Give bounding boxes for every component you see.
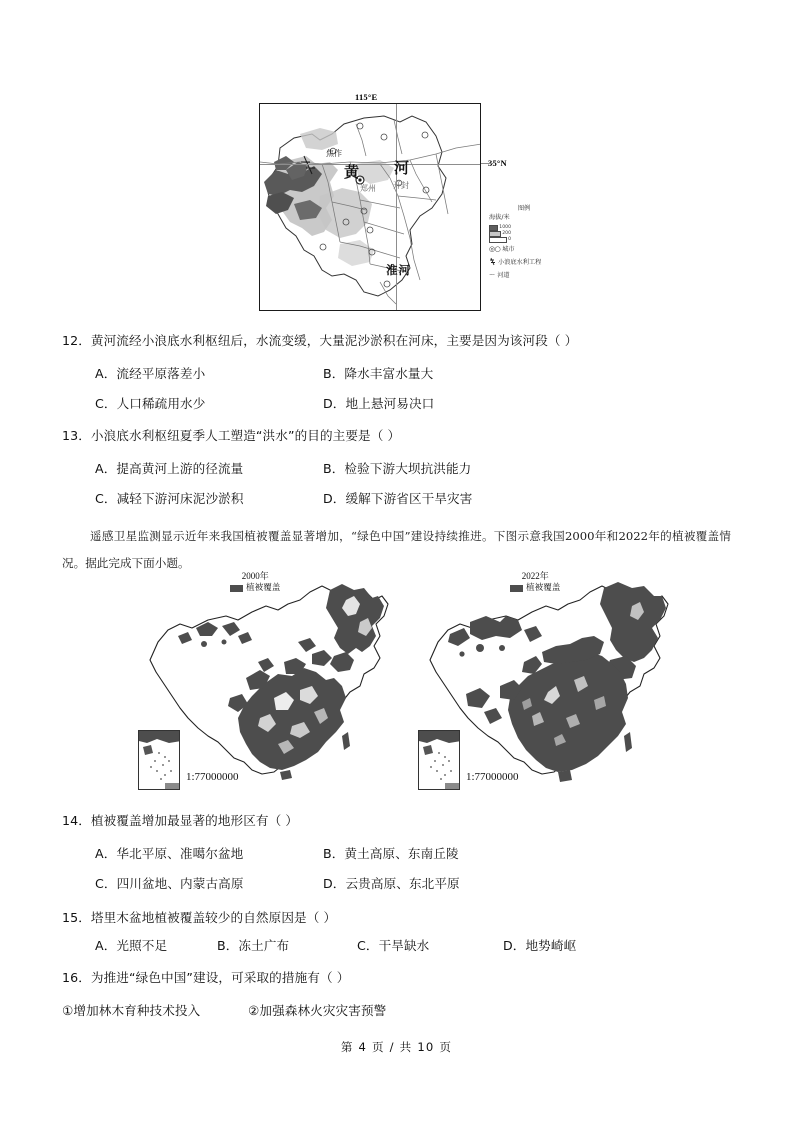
china-map-2000 (134, 566, 424, 798)
question-16-item-1: ①增加林木育种技术投入 (62, 1003, 201, 1018)
map-2022-year: 2022年 (521, 571, 549, 581)
legend-elevation-ramp (489, 225, 511, 243)
legend-title: 图例 (517, 205, 531, 212)
question-14-option-c[interactable]: C．四川盆地、内蒙古高原 (95, 876, 244, 891)
question-15-option-b[interactable]: B．冻土广布 (217, 938, 290, 953)
question-12-option-b[interactable]: B．降水丰富水量大 (323, 366, 434, 381)
map-2022-legend-label: 植被覆盖 (526, 583, 561, 593)
question-14-option-a[interactable]: A．华北平原、准噶尔盆地 (95, 846, 244, 861)
figure1-henan-map (259, 103, 481, 311)
question-15-options (95, 935, 576, 954)
question-14-option-row-1 (95, 839, 460, 869)
figure1-meridian-line (396, 104, 397, 311)
legend-swatch-low (489, 237, 507, 243)
figure1-parallel-line (260, 164, 481, 165)
question-15-stem: 15．塔里木盆地植被覆盖较少的自然原因是（ ） (62, 910, 337, 925)
question-13-stem: 13．小浪底水利枢纽夏季人工塑造“洪水”的目的主要是（ ） (62, 428, 401, 443)
legend-river-entry (489, 272, 569, 280)
map-label-huanghe-1: 黄 (344, 163, 362, 181)
map-2022-inset-south-china-sea (418, 730, 460, 790)
legend-city-label: 城市 (502, 245, 515, 253)
question-15-option-d[interactable]: D．地势崎岖 (503, 938, 577, 953)
question-14-option-row-2 (95, 869, 460, 899)
figure1-legend (489, 205, 569, 280)
map-label-jiaozuo: 焦作 (326, 149, 342, 158)
question-13-option-b[interactable]: B．检验下游大坝抗洪能力 (323, 461, 472, 476)
question-12-option-a[interactable]: A．流经平原落差小 (95, 366, 206, 381)
figure1-longitude-label: 115°E (355, 92, 378, 102)
question-14-stem: 14．植被覆盖增加最显著的地形区有（ ） (62, 813, 299, 828)
question-16-items (62, 1000, 386, 1019)
map-label-kaifeng: 开封 (393, 181, 409, 190)
question-12-option-row-1 (95, 359, 434, 389)
question-16-item-row (62, 1000, 386, 1019)
legend-value-mid: 200 (502, 230, 511, 236)
question-13-option-d[interactable]: D．缓解下游省区干旱灾害 (323, 491, 473, 506)
map-2000-year: 2000年 (241, 571, 269, 581)
map-2000-inset-south-china-sea (138, 730, 180, 790)
legend-river-label: 河道 (497, 272, 510, 280)
vegetation-swatch-icon (230, 585, 243, 592)
question-13-option-row-1 (95, 454, 472, 484)
legend-project-entry (489, 257, 569, 269)
legend-swatch-high (489, 225, 498, 231)
question-15-option-a[interactable]: A．光照不足 (95, 938, 168, 953)
figure1-terrain-svg (260, 104, 481, 311)
question-12-option-d[interactable]: D．地上悬河易决口 (323, 396, 435, 411)
map-label-zhengzhou: 郑州 (360, 184, 376, 193)
map-2000-legend-label: 植被覆盖 (246, 583, 281, 593)
question-16-stem: 16．为推进“绿色中国”建设，可采取的措施有（ ） (62, 970, 350, 985)
map-label-huaihe: 淮河 (386, 263, 411, 277)
question-12-options (95, 359, 434, 419)
question-16-item-2: ②加强森林火灾灾害预警 (248, 1003, 387, 1018)
figure1-map-frame (259, 103, 481, 311)
passage-text: 遥感卫星监测显示近年来我国植被覆盖显著增加，“绿色中国”建设持续推进。下图示意我国2000年和2022年的植被覆盖情况。据此完成下面小题。 (62, 529, 731, 570)
river-line-icon: 〜 (489, 272, 496, 280)
question-13-options (95, 454, 472, 514)
vegetation-swatch-icon (510, 585, 523, 592)
map-2022-legend (510, 570, 560, 594)
legend-project-label: 小浪底水利工程 (498, 259, 542, 267)
question-15-option-row (95, 935, 576, 954)
question-12-option-c[interactable]: C．人口稀疏用水少 (95, 396, 206, 411)
question-12-stem: 12．黄河流经小浪底水利枢纽后，水流变缓，大量泥沙淤积在河床，主要是因为该河段（ ） (62, 333, 578, 348)
legend-elevation-unit: 海拔/米 (489, 214, 510, 222)
legend-swatch-mid (489, 231, 501, 237)
page-footer: 第 4 页 / 共 10 页 (340, 1040, 453, 1054)
question-14-options (95, 839, 460, 899)
city-marker-icon: ◎○ (489, 245, 501, 254)
question-12-option-row-2 (95, 389, 434, 419)
legend-value-low: 0 (508, 236, 511, 242)
china-map-2022 (414, 566, 704, 798)
legend-value-high: 1000 (499, 224, 511, 230)
question-13-option-a[interactable]: A．提高黄河上游的径流量 (95, 461, 244, 476)
map-2000-scale: 1:77000000 (186, 771, 239, 783)
question-13-option-c[interactable]: C．减轻下游河床泥沙淤积 (95, 491, 244, 506)
question-13-option-row-2 (95, 484, 472, 514)
question-15-option-c[interactable]: C．干旱缺水 (357, 938, 430, 953)
figure2-vegetation-maps (62, 566, 731, 798)
legend-city-entry (489, 245, 569, 254)
map-label-huanghe-2: 河 (394, 159, 410, 177)
question-14-option-b[interactable]: B．黄土高原、东南丘陵 (323, 846, 459, 861)
map-2022-scale: 1:77000000 (466, 771, 519, 783)
figure1-latitude-tick (481, 163, 493, 164)
question-14-option-d[interactable]: D．云贵高原、东北平原 (323, 876, 460, 891)
figure1-latitude-label: 35°N (488, 158, 507, 168)
map-2000-legend (230, 570, 280, 594)
dam-icon (489, 257, 496, 269)
